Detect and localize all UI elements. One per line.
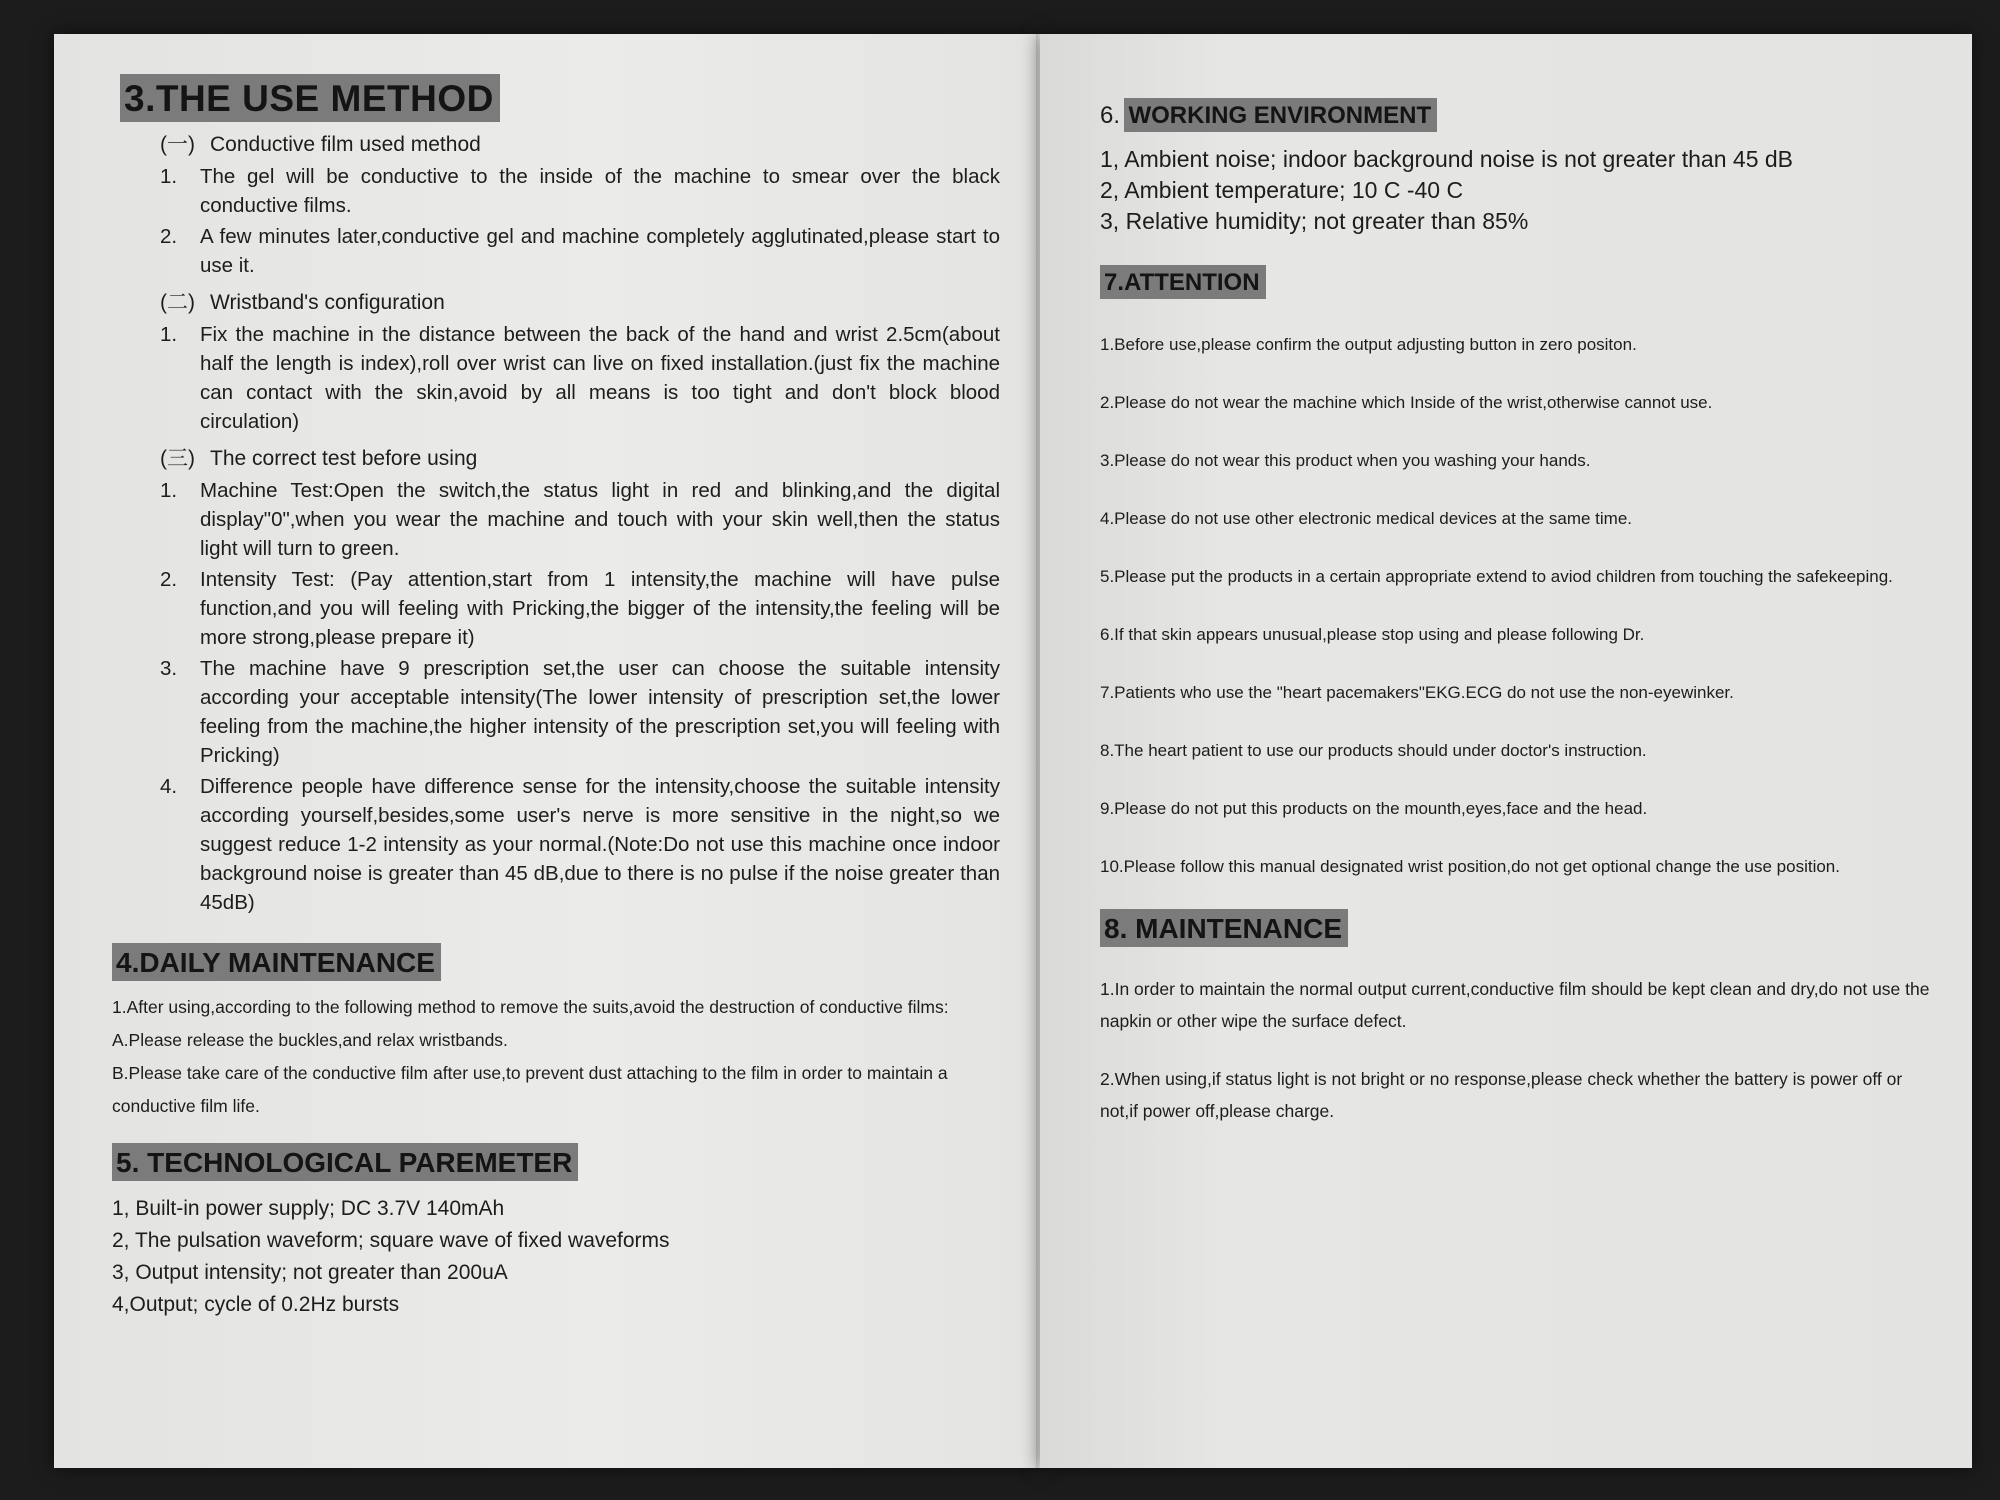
maintenance-section <box>1100 909 1932 1127</box>
attention-item: 7.Patients who use the "heart pacemakers"EKG.ECG do not use the non-eyewinker. <box>1100 683 1734 702</box>
attention-item: 4.Please do not use other electronic medical devices at the same time. <box>1100 509 1633 528</box>
left-page <box>54 34 1040 1468</box>
item-text: Machine Test:Open the switch,the status light in red and blinking,and the digital display"0",when you wear the machine and touch with your skin well,then the status light will turn to green. <box>200 479 1000 560</box>
daily-maintenance-body <box>112 991 1000 1123</box>
environment-heading-number: 6. <box>1100 102 1121 129</box>
list-item <box>120 476 1000 563</box>
subsection-label: Conductive film used method <box>210 133 481 156</box>
paragraph: B.Please take care of the conductive film after use,to prevent dust attaching to the film in order to maintain a conductive film life. <box>112 1063 948 1116</box>
attention-list <box>1100 329 1932 883</box>
maintenance-item: 2.When using,if status light is not bright or no response,please check whether the battery is power off or not,if power off,please charge. <box>1100 1069 1903 1121</box>
item-text: Difference people have difference sense for the intensity,choose the suitable intensity according yourself,besides,some user's nerve is more sensitive in the night,so we suggest reduce 1-2 intensity as your normal.(Note:Do not use this machine once indoor background noise is greater than 45 dB,due to there is no pulse if the noise greater than 45dB) <box>200 775 1000 914</box>
item-number: 1. <box>160 323 178 346</box>
attention-item: 6.If that skin appears unusual,please stop using and please following Dr. <box>1100 625 1645 644</box>
item-text: The gel will be conductive to the inside of the machine to smear over the black conductive films. <box>200 165 1000 217</box>
daily-maintenance-section <box>112 943 1000 1123</box>
subsection-title <box>160 128 1000 158</box>
subsection-label: The correct test before using <box>210 447 478 470</box>
subsection-mark: (三) <box>160 447 195 470</box>
item-number: 4. <box>160 775 178 798</box>
item-number: 1. <box>160 165 178 188</box>
tech-heading: 5. TECHNOLOGICAL PAREMETER <box>112 1143 578 1181</box>
attention-item: 8.The heart patient to use our products should under doctor's instruction. <box>1100 741 1647 760</box>
attention-section <box>1100 265 1932 883</box>
attention-item: 3.Please do not wear this product when you washing your hands. <box>1100 451 1591 470</box>
instruction-list <box>120 476 1000 917</box>
item-number: 2. <box>160 225 178 248</box>
subsection-title <box>160 286 1000 316</box>
attention-item: 1.Before use,please confirm the output adjusting button in zero positon. <box>1100 335 1637 354</box>
right-page <box>1040 34 1972 1468</box>
maintenance-item: 1.In order to maintain the normal output current,conductive film should be kept clean and dry,do not use the napkin or other wipe the surface defect. <box>1100 979 1930 1031</box>
environment-list <box>1100 144 1932 237</box>
maintenance-list <box>1100 973 1932 1127</box>
param-line: 1, Built-in power supply; DC 3.7V 140mAh <box>112 1197 505 1220</box>
attention-heading: 7.ATTENTION <box>1100 265 1266 299</box>
list-item <box>120 162 1000 220</box>
environment-line: 1, Ambient noise; indoor background noise is not greater than 45 dB <box>1100 146 1794 172</box>
instruction-list <box>120 162 1000 280</box>
item-text: Intensity Test: (Pay attention,start from 1 intensity,the machine will have pulse function,and you will feeling with Pricking,the bigger of the intensity,the feeling will be more strong,please prepare it) <box>200 568 1000 649</box>
subsection-mark: (一) <box>160 133 195 156</box>
attention-item: 5.Please put the products in a certain appropriate extend to aviod children from touching the safekeeping. <box>1100 567 1893 586</box>
list-item <box>120 565 1000 652</box>
paragraph: A.Please release the buckles,and relax wristbands. <box>112 1030 508 1050</box>
environment-line: 3, Relative humidity; not greater than 85% <box>1100 208 1529 234</box>
subsection-mark: (二) <box>160 291 195 314</box>
param-line: 2, The pulsation waveform; square wave of fixed waveforms <box>112 1229 670 1252</box>
environment-heading: WORKING ENVIRONMENT <box>1124 98 1437 132</box>
tech-section <box>112 1143 1000 1321</box>
item-text: A few minutes later,conductive gel and machine completely agglutinated,please start to use it. <box>200 225 1000 277</box>
item-number: 3. <box>160 657 178 680</box>
list-item <box>120 320 1000 436</box>
tech-params <box>112 1193 1000 1321</box>
daily-maintenance-heading: 4.DAILY MAINTENANCE <box>112 943 441 981</box>
maintenance-heading: 8. MAINTENANCE <box>1100 909 1348 947</box>
list-item <box>120 222 1000 280</box>
param-line: 4,Output; cycle of 0.2Hz bursts <box>112 1293 400 1316</box>
subsection-label: Wristband's configuration <box>210 291 445 314</box>
list-item <box>120 654 1000 770</box>
list-item <box>120 772 1000 917</box>
attention-item: 10.Please follow this manual designated wrist position,do not get optional change the use position. <box>1100 857 1840 876</box>
item-text: The machine have 9 prescription set,the user can choose the suitable intensity according your acceptable intensity(The lower intensity of prescription set,the lower feeling from the machine,the higher intensity of the prescription set,you will feeling with Pricking) <box>200 657 1000 767</box>
attention-item: 2.Please do not wear the machine which Inside of the wrist,otherwise cannot use. <box>1100 393 1713 412</box>
item-number: 2. <box>160 568 178 591</box>
attention-item: 9.Please do not put this products on the mounth,eyes,face and the head. <box>1100 799 1648 818</box>
use-method-heading: 3.THE USE METHOD <box>120 74 500 122</box>
paragraph: 1.After using,according to the following method to remove the suits,avoid the destruction of conductive films: <box>112 997 949 1017</box>
environment-section <box>1100 98 1932 237</box>
environment-line: 2, Ambient temperature; 10 C -40 C <box>1100 177 1464 203</box>
item-number: 1. <box>160 479 178 502</box>
item-text: Fix the machine in the distance between the back of the hand and wrist 2.5cm(about half the length is index),roll over wrist can live on fixed installation.(just fix the machine can contact with the skin,avoid by all means is too tight and don't block blood circulation) <box>200 323 1000 433</box>
instruction-list <box>120 320 1000 436</box>
subsection-title <box>160 442 1000 472</box>
param-line: 3, Output intensity; not greater than 200uA <box>112 1261 508 1284</box>
